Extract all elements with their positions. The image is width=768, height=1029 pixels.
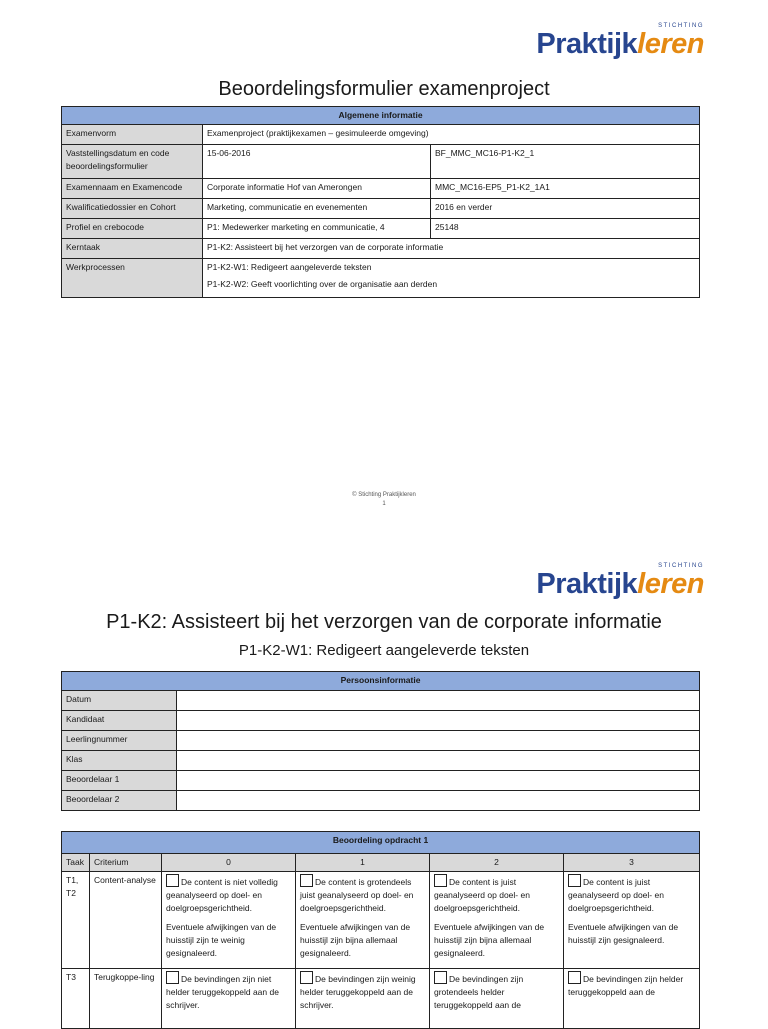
col-header-score-3: 3: [564, 854, 700, 872]
field-input-kandidaat[interactable]: [177, 711, 700, 731]
row1-score-2-text-a: De content is juist geanalyseerd op doel- en doelgroepsgerichtheid.: [434, 877, 530, 913]
row-value-vaststellingsdatum: 15-06-2016: [203, 145, 431, 179]
page2-title: P1-K2: Assisteert bij het verzorgen van de corporate informatie: [106, 611, 662, 633]
row1-score-3-text-b: Eventuele afwijkingen van de huisstijl zijn gesignaleerd.: [568, 922, 679, 945]
row2-score-1-text: De bevindingen zijn weinig helder teruggekoppeld aan de schrijver.: [300, 974, 416, 1010]
row2-score-2-cell: [430, 969, 564, 1029]
row2-score-0-text: De bevindingen zijn niet helder teruggekoppeld aan de schrijver.: [166, 974, 279, 1010]
row1-score-3-text-a: De content is juist geanalyseerd op doel- en doelgroepsgerichtheid.: [568, 877, 664, 913]
page-separator: [0, 530, 768, 531]
row-label-examenvorm: Examenvorm: [62, 125, 203, 145]
page2-subtitle: P1-K2-W1: Redigeert aangeleverde teksten: [238, 642, 530, 659]
row-value-examencode: MMC_MC16-EP5_P1-K2_1A1: [431, 179, 700, 199]
row-label-werkprocessen: Werkprocessen: [62, 259, 203, 298]
col-header-score-1: 1: [296, 854, 430, 872]
row2-criterium: Terugkoppe-ling: [90, 969, 162, 1029]
werkproces-1: P1-K2-W1: Redigeert aangeleverde teksten: [207, 262, 372, 272]
row1-score-3-cell: [564, 872, 700, 969]
row1-score-2-cell: [430, 872, 564, 969]
row-value-code-beoordelingsformulier: BF_MMC_MC16-P1-K2_1: [431, 145, 700, 179]
row1-score-1-text-b: Eventuele afwijkingen van de huisstijl zijn bijna allemaal gesignaleerd.: [300, 922, 411, 958]
logo-tagline: STICHTING: [658, 23, 704, 29]
col-header-score-0: 0: [162, 854, 296, 872]
row-value-cohort: 2016 en verder: [431, 199, 700, 219]
logo-part1-page2: Praktijk: [536, 568, 638, 600]
field-label-kandidaat: Kandidaat: [62, 711, 177, 731]
logo-part1: Praktijk: [536, 28, 638, 60]
row-label-kerntaak: Kerntaak: [62, 239, 203, 259]
page1-footer: [0, 491, 768, 509]
row1-score-0-checkbox[interactable]: [166, 874, 179, 887]
row2-score-2-checkbox[interactable]: [434, 971, 447, 984]
row-value-profiel: P1: Medewerker marketing en communicatie, 4: [203, 219, 431, 239]
beoordeling-table: [61, 831, 700, 1029]
row-label-examennaam: Examennaam en Examencode: [62, 179, 203, 199]
algemene-informatie-table: [61, 106, 700, 298]
row1-score-2-checkbox[interactable]: [434, 874, 447, 887]
row1-score-1-cell: [296, 872, 430, 969]
row2-score-1-cell: [296, 969, 430, 1029]
row1-score-0-cell: [162, 872, 296, 969]
row1-score-1-text-a: De content is grotendeels juist geanalyseerd op doel- en doelgroepsgerichtheid.: [300, 877, 414, 913]
row-label-profiel: Profiel en crebocode: [62, 219, 203, 239]
praktijkleren-logo: [536, 23, 704, 60]
col-header-taak: Taak: [62, 854, 90, 872]
persoonsinformatie-header: Persoonsinformatie: [62, 672, 700, 691]
field-input-leerlingnummer[interactable]: [177, 731, 700, 751]
row-value-kwalificatiedossier: Marketing, communicatie en evenementen: [203, 199, 431, 219]
logo-part2-page2: leren: [637, 568, 704, 600]
row2-score-0-checkbox[interactable]: [166, 971, 179, 984]
footer-page-number: 1: [382, 501, 386, 507]
row1-score-1-checkbox[interactable]: [300, 874, 313, 887]
row1-criterium: Content-analyse: [90, 872, 162, 969]
row2-score-1-checkbox[interactable]: [300, 971, 313, 984]
algemene-informatie-header: Algemene informatie: [62, 107, 700, 125]
row2-score-3-checkbox[interactable]: [568, 971, 581, 984]
field-label-beoordelaar-1: Beoordelaar 1: [62, 771, 177, 791]
field-label-klas: Klas: [62, 751, 177, 771]
persoonsinformatie-table: [61, 671, 700, 811]
beoordeling-header: Beoordeling opdracht 1: [62, 832, 700, 854]
row2-score-3-text: De bevindingen zijn helder teruggekoppeld aan de: [568, 974, 684, 997]
field-input-datum[interactable]: [177, 691, 700, 711]
row-label-kwalificatiedossier: Kwalificatiedossier en Cohort: [62, 199, 203, 219]
col-header-score-2: 2: [430, 854, 564, 872]
row1-taak: T1, T2: [62, 872, 90, 969]
row2-taak: T3: [62, 969, 90, 1029]
field-input-klas[interactable]: [177, 751, 700, 771]
row2-score-3-cell: [564, 969, 700, 1029]
row-value-werkprocessen: [203, 259, 700, 298]
footer-copyright: © Stichting Praktijkleren: [352, 492, 416, 498]
field-label-leerlingnummer: Leerlingnummer: [62, 731, 177, 751]
row-label-vaststellingsdatum: Vaststellingsdatum en code beoordelingsformulier: [62, 145, 203, 179]
row2-score-0-cell: [162, 969, 296, 1029]
row2-score-2-text: De bevindingen zijn grotendeels helder teruggekoppeld aan de: [434, 974, 524, 1010]
page1-title: Beoordelingsformulier examenproject: [218, 78, 550, 100]
row-value-kerntaak: P1-K2: Assisteert bij het verzorgen van de corporate informatie: [203, 239, 700, 259]
row1-score-0-text-a: De content is niet volledig geanalyseerd op doel- en doelgroepsgerichtheid.: [166, 877, 278, 913]
praktijkleren-logo-page2: [536, 563, 704, 600]
field-label-beoordelaar-2: Beoordelaar 2: [62, 791, 177, 811]
row-value-examennaam: Corporate informatie Hof van Amerongen: [203, 179, 431, 199]
row1-score-0-text-b: Eventuele afwijkingen van de huisstijl zijn te weinig gesignaleerd.: [166, 922, 277, 958]
field-label-datum: Datum: [62, 691, 177, 711]
werkproces-2: P1-K2-W2: Geeft voorlichting over de organisatie aan derden: [207, 279, 438, 289]
field-input-beoordelaar-2[interactable]: [177, 791, 700, 811]
field-input-beoordelaar-1[interactable]: [177, 771, 700, 791]
row-value-crebocode: 25148: [431, 219, 700, 239]
row1-score-3-checkbox[interactable]: [568, 874, 581, 887]
col-header-criterium: Criterium: [90, 854, 162, 872]
logo-part2: leren: [637, 28, 704, 60]
logo-tagline-page2: STICHTING: [658, 563, 704, 569]
row1-score-2-text-b: Eventuele afwijkingen van de huisstijl zijn bijna allemaal gesignaleerd.: [434, 922, 545, 958]
row-value-examenvorm: Examenproject (praktijkexamen – gesimuleerde omgeving): [203, 125, 700, 145]
